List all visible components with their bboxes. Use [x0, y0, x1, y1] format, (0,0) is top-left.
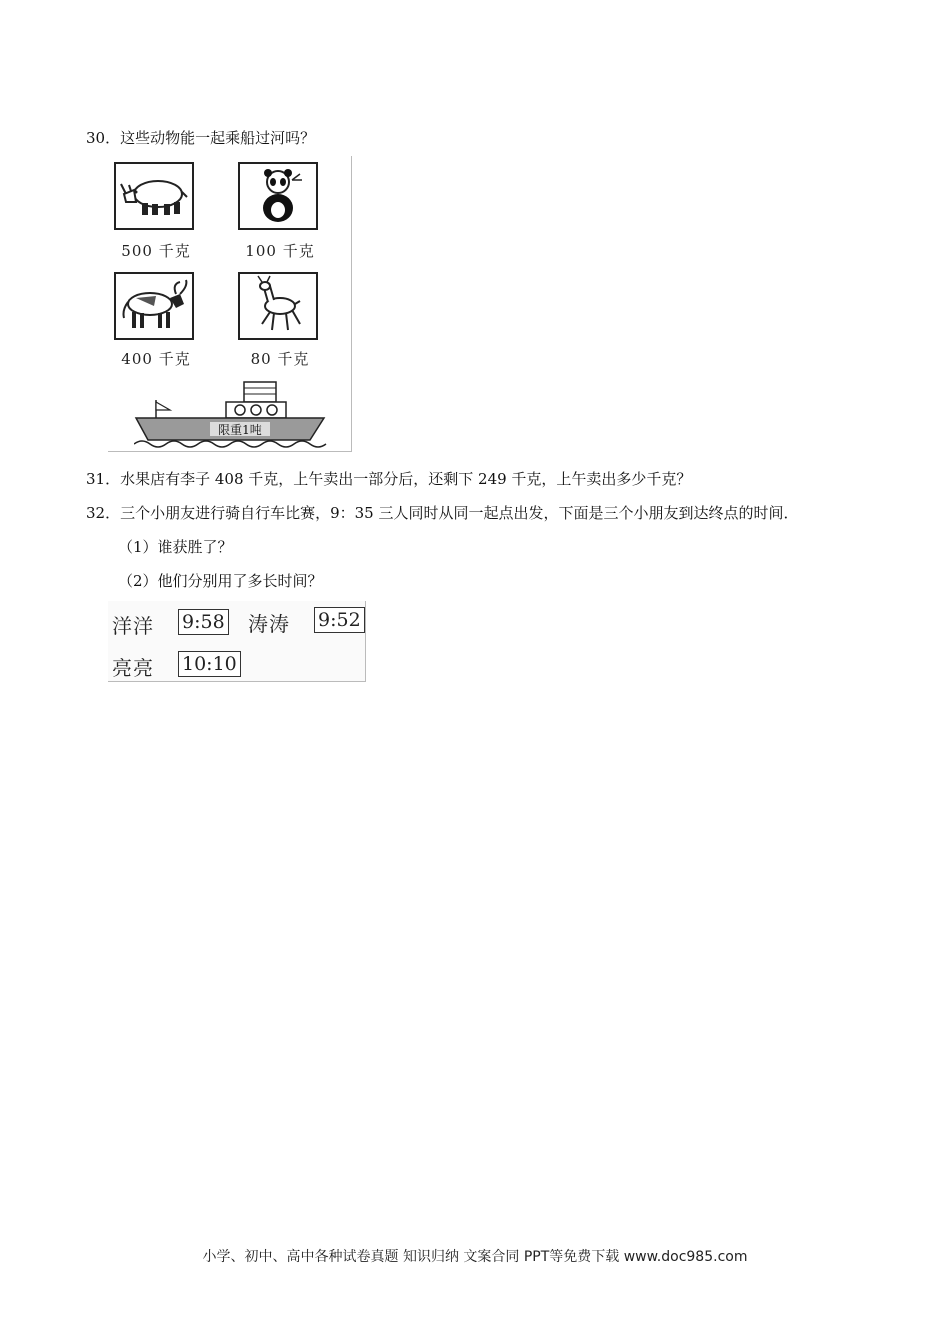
figure-border-right — [351, 156, 352, 452]
page-footer: 小学、初中、高中各种试卷真题 知识归纳 文案合同 PPT等免费下载 www.doc985.com — [202, 1249, 748, 1265]
figure-border-bottom — [108, 451, 352, 452]
question-32: 32．三个小朋友进行骑自行车比赛，9：35 三人同时从同一起点出发，下面是三个小朋友到达终点的时间． — [86, 504, 799, 522]
racer-name-yangyang: 洋洋 — [112, 614, 154, 638]
question-30-figure — [108, 156, 352, 452]
racer-name-taotao: 涛涛 — [248, 612, 290, 636]
question-30: 30．这些动物能一起乘船过河吗？ — [86, 129, 316, 147]
rhino-icon — [114, 162, 194, 230]
boat-icon — [134, 380, 330, 450]
racer-name-liangliang: 亮亮 — [112, 656, 154, 680]
panda-icon — [238, 162, 318, 230]
deer-weight: 80 千克 — [250, 350, 310, 368]
question-32-part-2: （2）他们分别用了多长时间？ — [118, 572, 323, 590]
finish-time-yangyang: 9:58 — [178, 609, 229, 635]
figure-border-right — [365, 601, 366, 682]
figure-border-bottom — [108, 681, 366, 682]
boat-label: 限重1吨 — [218, 423, 262, 437]
ox-weight: 400 千克 — [121, 350, 191, 368]
deer-icon — [238, 272, 318, 340]
ox-icon — [114, 272, 194, 340]
rhino-weight: 500 千克 — [121, 242, 191, 260]
finish-time-liangliang: 10:10 — [178, 651, 241, 677]
finish-time-taotao: 9:52 — [314, 607, 365, 633]
question-32-part-1: （1）谁获胜了？ — [118, 538, 233, 556]
panda-weight: 100 千克 — [245, 242, 315, 260]
question-31: 31．水果店有李子 408 千克，上午卖出一部分后，还剩下 249 千克，上午卖出多少千克？ — [86, 470, 692, 488]
race-times-figure — [108, 601, 366, 682]
